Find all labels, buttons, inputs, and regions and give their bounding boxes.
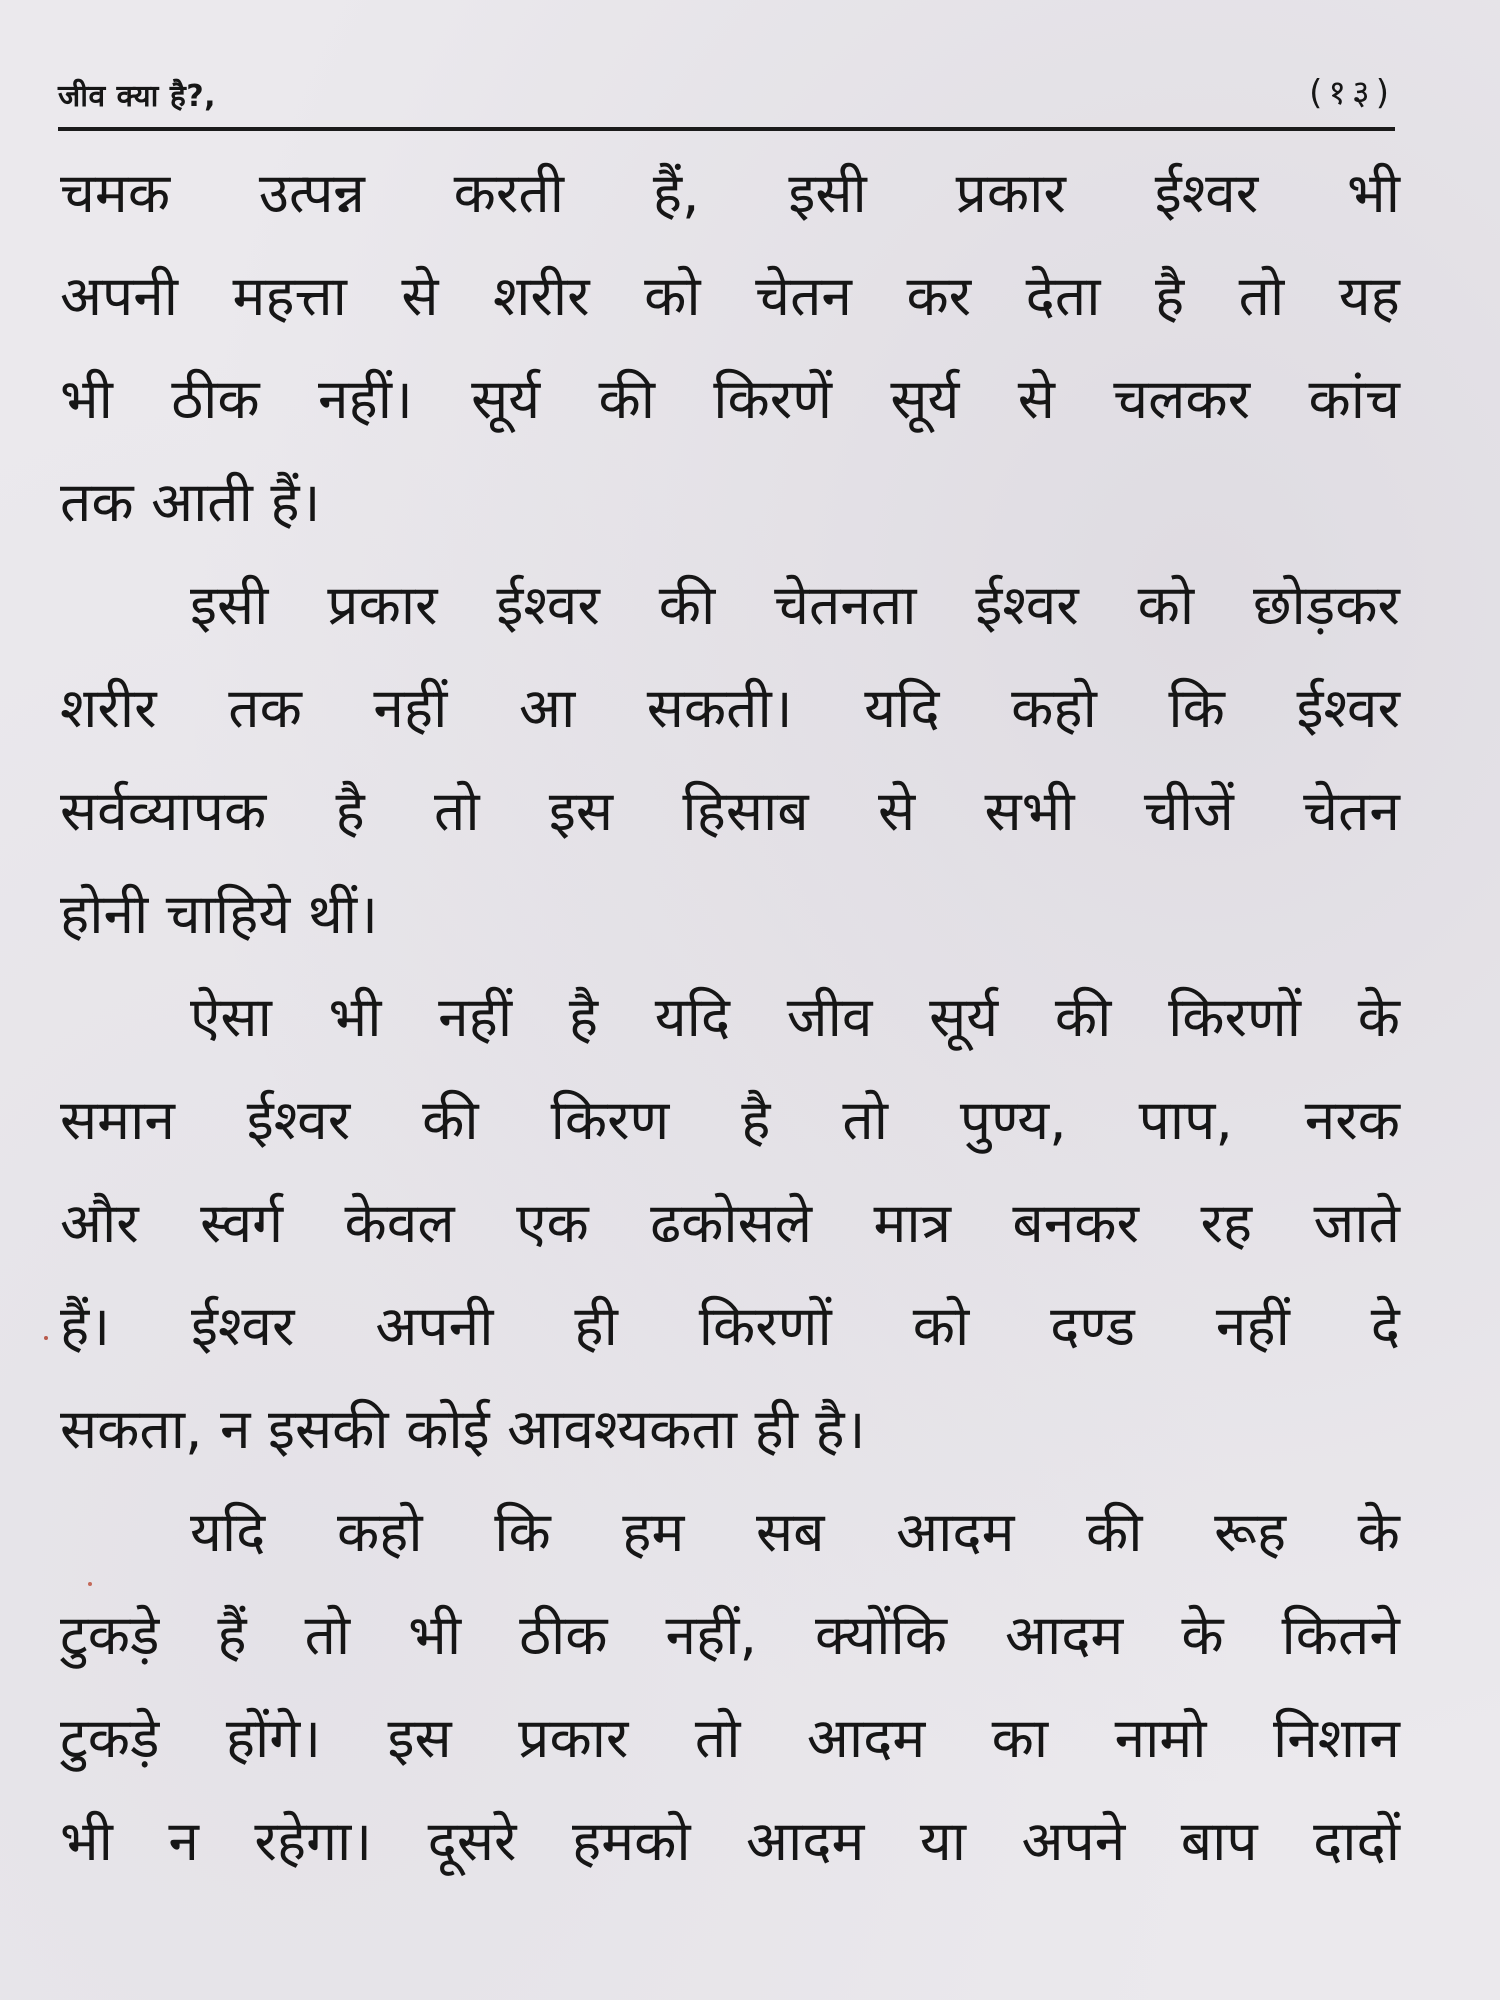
word: इस [387, 1706, 452, 1770]
word: प्रकार [327, 573, 438, 637]
word: यदि [864, 676, 940, 740]
running-title: जीव क्या है?, [58, 79, 217, 114]
text-line [60, 348, 1400, 451]
word: ईश्वर [1154, 161, 1259, 225]
word: नहीं, [665, 1603, 757, 1667]
text-line [60, 760, 1400, 863]
text-line [60, 142, 1400, 245]
word: जाते [1313, 1191, 1400, 1255]
word: तो [1238, 264, 1285, 328]
word: किरणों [698, 1294, 832, 1358]
word: की [1054, 985, 1112, 1049]
word: मात्र [873, 1191, 951, 1255]
word: पुण्य, [959, 1088, 1067, 1152]
ink-speck [44, 1336, 48, 1340]
word: चलकर [1113, 367, 1251, 431]
word: समान [60, 1088, 175, 1152]
text-line: सकता, न इसकी कोई आवश्यकता ही है। [60, 1397, 866, 1461]
word: किरण [550, 1088, 670, 1152]
text-line: तक आती हैं। [60, 470, 321, 534]
text-line [60, 1790, 1400, 1893]
word: करती [453, 161, 564, 225]
word: आदम [806, 1706, 926, 1770]
word: है [1154, 264, 1185, 328]
word: कहो [336, 1500, 423, 1564]
word: सब [755, 1500, 825, 1564]
word: स्वर्ग [200, 1191, 284, 1255]
word: ईश्वर [975, 573, 1079, 637]
word: रहेगा। [254, 1809, 373, 1873]
word: है [741, 1088, 771, 1152]
word: सूर्य [929, 985, 999, 1049]
word: जीव [786, 985, 873, 1049]
word: हमको [571, 1809, 691, 1873]
word: भी [60, 367, 113, 431]
word: कि [494, 1500, 551, 1564]
ink-speck [88, 1582, 92, 1586]
word: को [644, 264, 701, 328]
word: की [1086, 1500, 1143, 1564]
word: भी [60, 1809, 113, 1873]
word: टुकड़े [60, 1603, 160, 1667]
word: से [1017, 367, 1055, 431]
word: अपने [1021, 1809, 1126, 1873]
word: प्रकार [518, 1706, 629, 1770]
word: आ [518, 676, 576, 740]
word: ईश्वर [246, 1088, 351, 1152]
word: नहीं [438, 985, 513, 1049]
word: हैं, [652, 161, 700, 225]
word: चीजें [1143, 779, 1234, 843]
word: कहो [1011, 676, 1097, 740]
word: ही [574, 1294, 618, 1358]
word: और [60, 1191, 139, 1255]
word: तो [434, 779, 480, 843]
word: की [658, 573, 716, 637]
word: के [1181, 1603, 1224, 1667]
word: किरणों [1168, 985, 1302, 1049]
word: चेतन [755, 264, 852, 328]
word: केवल [344, 1191, 455, 1255]
text-line [60, 1069, 1400, 1172]
word: नरक [1304, 1088, 1400, 1152]
text-line [60, 1584, 1400, 1687]
word: नहीं [1215, 1294, 1290, 1358]
word: की [422, 1088, 479, 1152]
word: हैं। [60, 1294, 111, 1358]
word: बाप [1180, 1809, 1258, 1873]
word: इस [548, 779, 614, 843]
word: तो [694, 1706, 741, 1770]
text-line [60, 1172, 1400, 1275]
word: होंगे। [225, 1706, 322, 1770]
word: की [598, 367, 655, 431]
word: क्योंकि [814, 1603, 948, 1667]
word: अपनी [375, 1294, 494, 1358]
word: प्रकार [955, 161, 1066, 225]
word: ठीक [519, 1603, 608, 1667]
word: टुकड़े [60, 1706, 160, 1770]
word: ठीक [171, 367, 260, 431]
word: किरणें [713, 367, 833, 431]
word: सभी [984, 779, 1075, 843]
word: रूह [1214, 1500, 1287, 1564]
word: के [1357, 1500, 1400, 1564]
word: आदम [746, 1809, 865, 1873]
word: कर [906, 264, 972, 328]
word: दे [1370, 1294, 1400, 1358]
word: नामो [1114, 1706, 1207, 1770]
word: सूर्य [471, 367, 541, 431]
word: नहीं। [317, 367, 413, 431]
word: इसी [190, 573, 269, 637]
text-line [60, 1687, 1400, 1790]
word: भी [408, 1603, 462, 1667]
word: या [919, 1809, 966, 1873]
paragraph-first-line [60, 554, 1400, 657]
word: के [1357, 985, 1400, 1049]
word: हैं [217, 1603, 247, 1667]
word: यह [1338, 264, 1400, 328]
word: आदम [1005, 1603, 1124, 1667]
word: यदि [654, 985, 731, 1049]
word: को [912, 1294, 970, 1358]
word: दण्ड [1050, 1294, 1135, 1358]
paragraph-first-line [60, 966, 1400, 1069]
word: नहीं [373, 676, 448, 740]
word: दादों [1313, 1809, 1400, 1873]
word: है [568, 985, 599, 1049]
word: इसी [788, 161, 867, 225]
word: तो [304, 1603, 351, 1667]
word: पाप, [1138, 1088, 1233, 1152]
word: निशान [1272, 1706, 1400, 1770]
word: चमक [60, 161, 171, 225]
word: ईश्वर [496, 573, 600, 637]
word: न [168, 1809, 199, 1873]
word: तो [842, 1088, 888, 1152]
paragraph-first-line [60, 1481, 1400, 1584]
word: चेतनता [774, 573, 917, 637]
word: शरीर [60, 676, 157, 740]
header-rule [58, 127, 1395, 131]
word: शरीर [493, 264, 590, 328]
word: चेतन [1303, 779, 1400, 843]
word: भी [328, 985, 382, 1049]
word: से [401, 264, 439, 328]
word: दूसरे [427, 1809, 517, 1873]
body-text [60, 142, 1400, 1893]
word: ईश्वर [191, 1294, 295, 1358]
word: सूर्य [890, 367, 960, 431]
word: देता [1025, 264, 1101, 328]
text-line: होनी चाहिये थीं। [60, 882, 378, 946]
word: है [335, 779, 365, 843]
word: से [877, 779, 916, 843]
word: हम [622, 1500, 685, 1564]
word: का [991, 1706, 1049, 1770]
word: ढकोसले [650, 1191, 813, 1255]
page-number: (१३) [1309, 73, 1395, 113]
word: आदम [896, 1500, 1015, 1564]
word: रह [1200, 1191, 1253, 1255]
word: भी [1347, 161, 1400, 225]
word: कि [1168, 676, 1225, 740]
word: बनकर [1012, 1191, 1140, 1255]
word: अपनी [60, 264, 179, 328]
word: कितने [1281, 1603, 1400, 1667]
word: सर्वव्यापक [60, 779, 267, 843]
word: महत्ता [232, 264, 347, 328]
word: ईश्वर [1296, 676, 1400, 740]
text-line [60, 1275, 1400, 1378]
word: सकती। [646, 676, 793, 740]
word: उत्पन्न [258, 161, 365, 225]
word: को [1137, 573, 1195, 637]
running-head [58, 68, 1395, 124]
word: हिसाब [682, 779, 809, 843]
word: यदि [190, 1500, 266, 1564]
word: कांच [1308, 367, 1400, 431]
text-line [60, 657, 1400, 760]
word: तक [228, 676, 302, 740]
word: छोड़कर [1252, 573, 1400, 637]
word: एक [516, 1191, 589, 1255]
word: ऐसा [190, 985, 272, 1049]
text-line [60, 245, 1400, 348]
